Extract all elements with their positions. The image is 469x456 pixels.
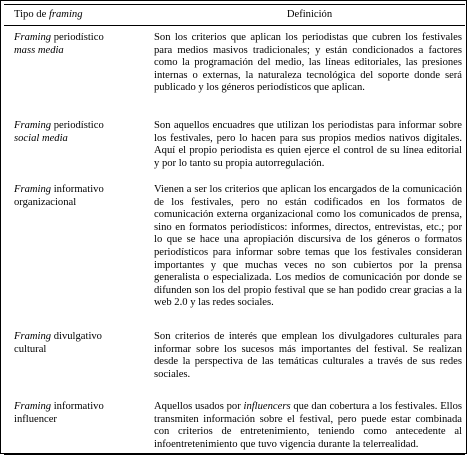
definition-text: Aquellos usados por (154, 401, 244, 412)
type-text: influencer (14, 413, 57, 425)
definition-cell (142, 26, 465, 117)
table-row (4, 116, 465, 180)
type-line-2 (14, 45, 138, 58)
type-italic: Framing (14, 32, 52, 43)
type-italic: Framing (14, 331, 52, 342)
header-type-cell (4, 5, 142, 26)
type-text: divulgativo (51, 331, 102, 342)
type-text: periodístico (51, 120, 104, 131)
table-row (4, 180, 465, 327)
definition-text: Vienen a ser los criterios que aplican los encargados de la comunicación de los festivales, pero no están codificados en los formatos de comunicación externa organizacional como los comunicados de prensa, sino en formatos periodísticos: informes, directos, entrevistas, etc.; por lo que se hace una apropiación discursiva de los géneros o formatos periodísticos para informar sobre temas que los festivales consideran importantes y que muchas veces no son cubiertos por la prensa generalista o especializada. Los medios de comunicación por donde se difunden son los del propio festival que se han podido crear gracias a la web 2.0 y las redes sociales. (154, 184, 462, 309)
header-type-italic: framing (48, 8, 83, 20)
type-italic: Framing (14, 401, 52, 412)
table-row (4, 327, 465, 397)
definition-cell (142, 327, 465, 397)
type-cell (4, 116, 142, 180)
type-cell (4, 397, 142, 455)
table-row (4, 397, 465, 455)
header-row (4, 5, 465, 26)
type-italic: Framing (14, 184, 52, 195)
definition-cell (142, 180, 465, 327)
type-italic: social media (14, 132, 68, 144)
table-row (4, 26, 465, 117)
header-type-prefix: Tipo de (14, 8, 49, 20)
type-cell (4, 26, 142, 117)
type-line-2 (14, 197, 138, 210)
type-text: cultural (14, 343, 47, 355)
definition-text-after: que dan cobertura a los festivales. Ellos transmiten información sobre el festival, pero puede estar combinada con criterios de entretenimiento, teniendo como antecedente al infoentretenimiento que tuvo vigencia durante la telerrealidad. (154, 401, 462, 450)
type-cell (4, 327, 142, 397)
type-line-2 (14, 344, 138, 357)
type-text: informativo (51, 184, 104, 195)
type-italic: mass media (14, 44, 64, 56)
type-text: informativo (51, 401, 104, 412)
definition-text: Son criterios de interés que emplean los divulgadores culturales para informar sobre los sucesos más importantes del festival. Se realizan desde la perspectiva de las temáticas culturales a través de sus redes sociales. (154, 331, 462, 380)
framing-types-table (4, 4, 465, 455)
type-italic: Framing (14, 120, 52, 131)
type-line-1 (14, 331, 138, 344)
type-cell (4, 180, 142, 327)
definition-text: Son los criterios que aplican los periodistas que cubren los festivales para medios masivos tradicionales; y están condicionados a factores como la programación del medio, las líneas editoriales, las presiones internas o externas, la naturaleza tecnológica del soporte donde será publicado y los géneros periodísticos que aplican. (154, 32, 462, 94)
type-line-1 (14, 32, 138, 45)
table-body (4, 26, 465, 455)
table-header (4, 5, 465, 26)
definition-cell (142, 116, 465, 180)
definition-italic: influencers (243, 401, 291, 412)
type-text: organizacional (14, 196, 77, 208)
type-line-1 (14, 184, 138, 197)
definition-cell (142, 397, 465, 455)
definition-text: Son aquellos encuadres que utilizan los periodistas para informar sobre los festivales, pero lo hacen para sus propios medios nativos digitales. Aquí el propio periodista es quien ejerce el control de su línea editorial y por lo tanto su propia autorregulación. (154, 120, 462, 169)
type-line-1 (14, 401, 138, 414)
type-text: periodístico (51, 32, 104, 43)
type-line-2 (14, 133, 138, 146)
type-line-1 (14, 120, 138, 133)
type-line-2 (14, 414, 138, 427)
header-definition-cell: Definición (142, 5, 465, 26)
